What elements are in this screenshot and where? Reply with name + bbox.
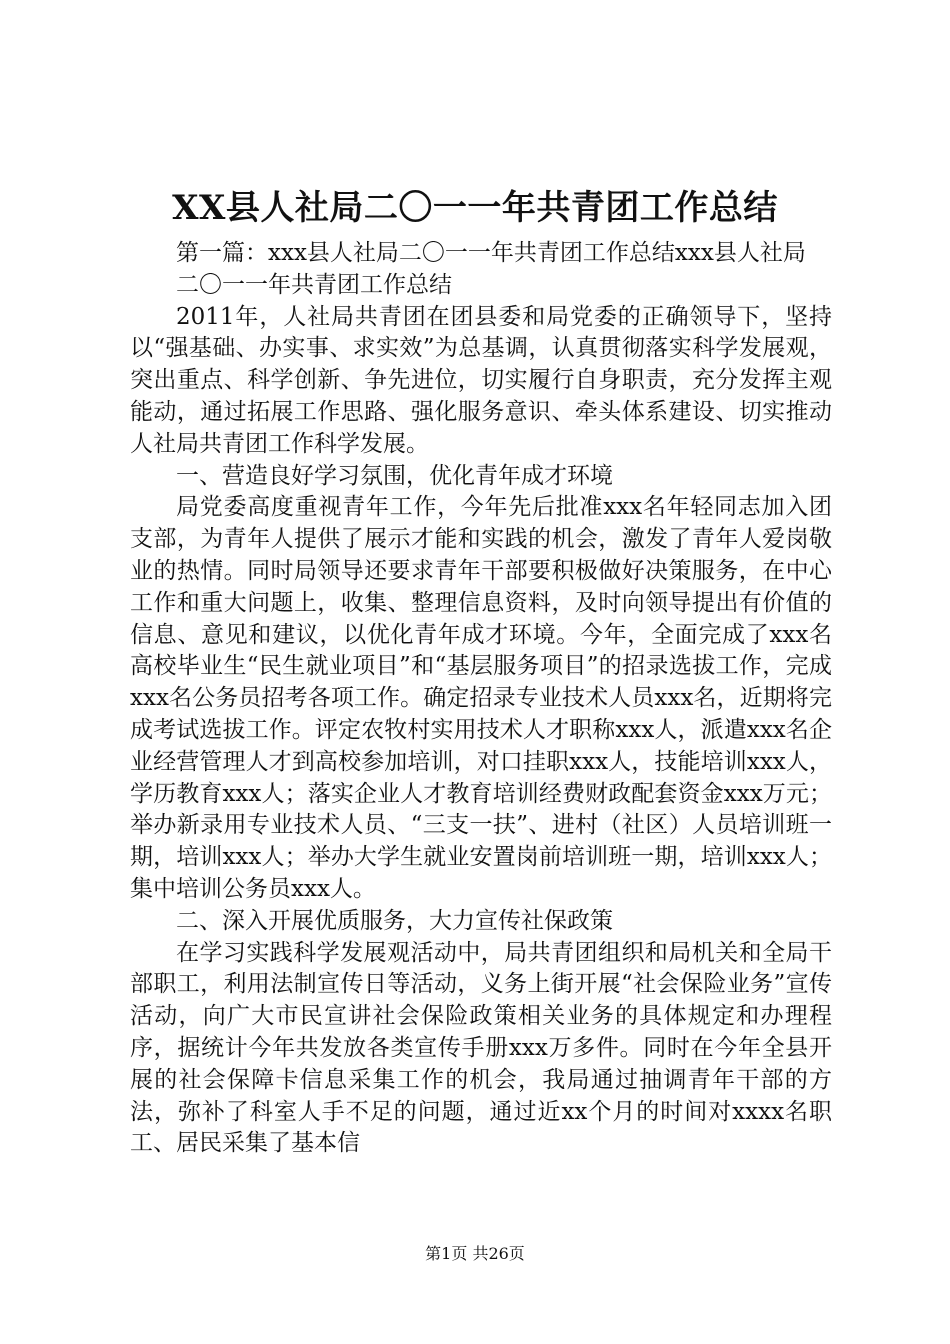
paragraph-section-2: 在学习实践科学发展观活动中，局共青团组织和局机关和全局干部职工，利用法制宣传日等活动，义务上街开展“社会保险业务”宣传活动，向广大市民宣讲社会保险政策相关业务的具体规定和办理程序，据统计今年共发放各类宣传手册xxx万多件。同时在今年全县开展的社会保障卡信息采集工作的机会，我局通过抽调青年干部的方法，弥补了科室人手不足的问题，通过近xx个月的时间对xxxx名职工、居民采集了基本信 bbox=[130, 939, 832, 1157]
section-heading-1: 一、营造良好学习氛围，优化青年成才环境 bbox=[176, 462, 613, 489]
page-number-footer: 第1页 共26页 bbox=[425, 1244, 525, 1263]
paragraph-section-1: 局党委高度重视青年工作，今年先后批准xxx名年轻同志加入团支部，为青年人提供了展示才能和实践的机会，激发了青年人爱岗敬业的热情。同时局领导还要求青年干部要积极做好决策服务，在中心工作和重大问题上，收集、整理信息资料，及时向领导提出有价值的信息、意见和建议，以优化青年成才环境。今年，全面完成了xxx名高校毕业生“民生就业项目”和“基层服务项目”的招录选拔工作，完成xxx名公务员招考各项工作。确定招录专业技术人员xxx名，近期将完成考试选拔工作。评定农牧村实用技术人才职称xxx人，派遣xxx名企业经营管理人才到高校参加培训，对口挂职xxx人，技能培训xxx人，学历教育xxx人；落实企业人才教育培训经费财政配套资金xxx万元；举办新录用专业技术人员、“三支一扶”、进村（社区）人员培训班一期，培训xxx人；举办大学生就业安置岗前培训班一期，培训xxx人；集中培训公务员xxx人。 bbox=[130, 494, 832, 902]
section-heading-2: 二、深入开展优质服务，大力宣传社保政策 bbox=[176, 907, 613, 934]
document-body bbox=[130, 238, 832, 1160]
paragraph-intro: 第一篇：xxx县人社局二〇一一年共青团工作总结xxx县人社局 bbox=[176, 240, 806, 266]
document-title: XX县人社局二〇一一年共青团工作总结 bbox=[172, 188, 778, 228]
paragraph-subtitle: 二〇一一年共青团工作总结 bbox=[176, 271, 452, 298]
paragraph-overview: 2011年，人社局共青团在团县委和局党委的正确领导下，坚持以“强基础、办实事、求实效”为总基调，认真贯彻落实科学发展观，突出重点、科学创新、争先进位，切实履行自身职责，充分发挥主观能动，通过拓展工作思路、强化服务意识、牵头体系建设、切实推动人社局共青团工作科学发展。 bbox=[130, 303, 832, 457]
